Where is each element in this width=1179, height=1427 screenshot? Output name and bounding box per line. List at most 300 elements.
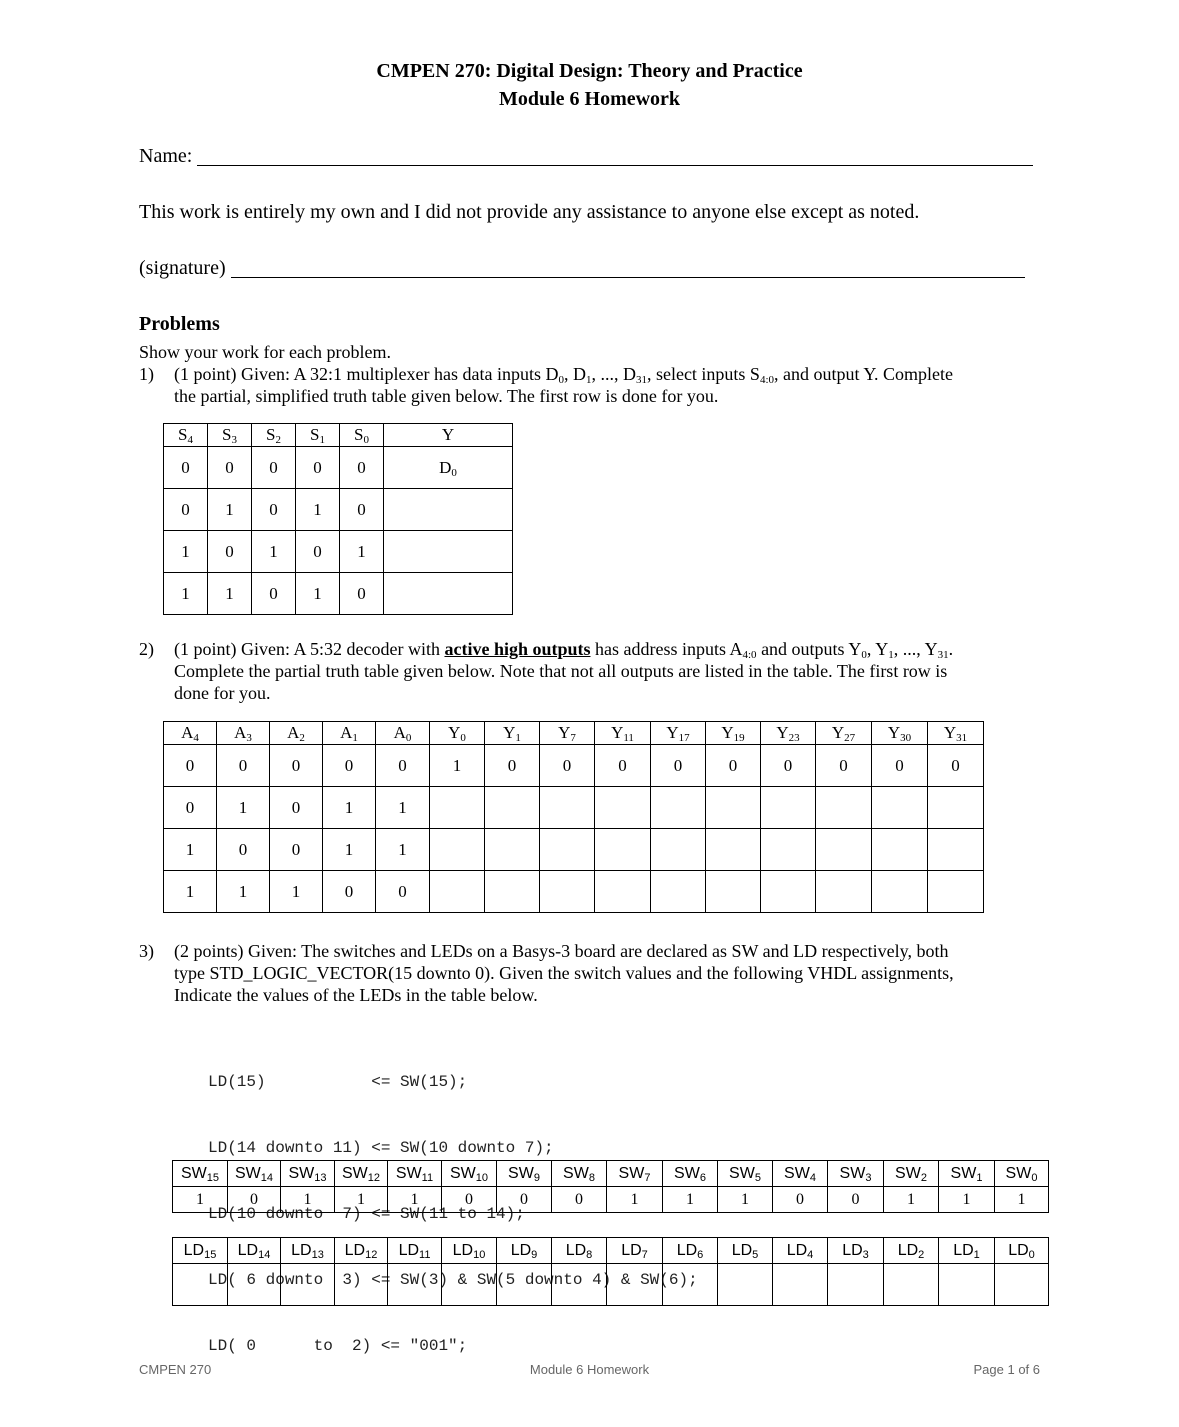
answer-cell[interactable] xyxy=(651,829,706,871)
header-label: SW xyxy=(234,1164,261,1182)
header-label: Y xyxy=(558,723,571,742)
table-row xyxy=(164,531,513,573)
switch-header xyxy=(718,1161,773,1187)
header-subscript: 7 xyxy=(570,732,576,744)
table-cell: 0 xyxy=(706,745,761,787)
table-cell: 0 xyxy=(595,745,651,787)
table-cell: 1 xyxy=(164,573,208,615)
table-cell: 0 xyxy=(270,829,323,871)
table-row xyxy=(164,447,513,489)
switch-header xyxy=(884,1161,939,1187)
header-label: LD xyxy=(731,1241,753,1259)
answer-cell[interactable] xyxy=(384,489,513,531)
header-subscript: 13 xyxy=(314,1171,327,1184)
answer-cell[interactable] xyxy=(388,1264,442,1306)
answer-cell[interactable] xyxy=(442,1264,497,1306)
switch-value: 0 xyxy=(228,1187,281,1213)
led-table xyxy=(172,1237,1049,1306)
header-label: Y xyxy=(448,723,461,742)
header-subscript: 0 xyxy=(405,732,412,744)
table-cell: 0 xyxy=(340,447,384,489)
column-header xyxy=(595,722,651,745)
answer-cell[interactable] xyxy=(595,871,651,913)
column-header xyxy=(164,424,208,447)
header-label: LD xyxy=(237,1241,259,1259)
table-cell: 1 xyxy=(208,573,252,615)
signature-label: (signature) xyxy=(139,257,226,279)
header-label: SW xyxy=(449,1164,476,1182)
led-header xyxy=(281,1238,335,1264)
answer-cell[interactable] xyxy=(607,1264,663,1306)
answer-cell[interactable] xyxy=(651,871,706,913)
header-subscript: 0 xyxy=(1028,1248,1035,1261)
column-header xyxy=(208,424,252,447)
switch-table xyxy=(172,1160,1049,1213)
header-label: S xyxy=(266,425,276,444)
switch-header xyxy=(388,1161,442,1187)
table-cell: 0 xyxy=(208,531,252,573)
header-subscript: 4 xyxy=(809,1171,816,1184)
header-label: S xyxy=(178,425,188,444)
answer-cell[interactable] xyxy=(995,1264,1049,1306)
problem-2-number: 2) xyxy=(139,639,154,659)
answer-cell[interactable] xyxy=(928,871,984,913)
header-subscript: 8 xyxy=(588,1171,595,1184)
problem-3-line-3: Indicate the values of the LEDs in the table below. xyxy=(174,985,538,1005)
answer-cell[interactable] xyxy=(651,787,706,829)
code-line: LD( 6 downto 3) <= SW(3) & SW(5 downto 4) & SW(6); xyxy=(208,1271,698,1289)
problem-2-line-1: (1 point) Given: A 5:32 decoder with active high outputs has address inputs $A_{4:0}$ and outputs $Y_0$, $Y_1$, ..., $Y_{31}$. xyxy=(174,639,954,661)
footer-course: CMPEN 270 xyxy=(139,1362,212,1377)
answer-cell[interactable] xyxy=(430,871,485,913)
table-cell: 1 xyxy=(252,531,296,573)
column-header xyxy=(296,424,340,447)
mux-truth-table xyxy=(163,423,513,615)
problem-3-text xyxy=(139,940,1099,1006)
problem-3-line-2: type STD_LOGIC_VECTOR(15 downto 0). Given the switch values and the following VHDL assignments, xyxy=(174,963,954,983)
column-header xyxy=(270,722,323,745)
answer-cell[interactable] xyxy=(773,1264,828,1306)
header-label: SW xyxy=(341,1164,368,1182)
column-header xyxy=(164,722,217,745)
table-cell: 0 xyxy=(761,745,816,787)
answer-cell[interactable] xyxy=(485,871,540,913)
header-label: LD xyxy=(953,1241,974,1259)
table-header-row xyxy=(173,1238,1049,1264)
document-title: CMPEN 270: Digital Design: Theory and Practice xyxy=(376,60,803,82)
problem-2-line-3: done for you. xyxy=(174,683,271,703)
table-cell: 0 xyxy=(252,489,296,531)
problem-2-text xyxy=(139,638,1099,704)
header-subscript: 3 xyxy=(231,434,237,446)
column-header xyxy=(252,424,296,447)
table-cell: 1 xyxy=(296,573,340,615)
column-header xyxy=(816,722,872,745)
switch-header xyxy=(335,1161,388,1187)
header-subscript: 10 xyxy=(473,1248,486,1261)
table-cell: 0 xyxy=(816,745,872,787)
header-subscript: 6 xyxy=(697,1248,704,1261)
table-cell: 0 xyxy=(485,745,540,787)
header-label: Y xyxy=(503,723,516,742)
led-header xyxy=(663,1238,718,1264)
header-subscript: 12 xyxy=(367,1171,381,1184)
switch-value: 1 xyxy=(335,1187,388,1213)
header-label: Y xyxy=(666,723,679,742)
header-label: SW xyxy=(729,1164,755,1182)
header-subscript: 15 xyxy=(206,1171,220,1184)
led-header xyxy=(173,1238,228,1264)
header-label: SW xyxy=(618,1164,645,1182)
table-cell: 0 xyxy=(376,871,430,913)
answer-cell[interactable] xyxy=(595,787,651,829)
switch-value: 1 xyxy=(884,1187,939,1213)
name-line xyxy=(139,145,1033,168)
header-label: Y xyxy=(611,723,624,742)
led-header xyxy=(607,1238,663,1264)
table-cell: 0 xyxy=(164,745,217,787)
header-subscript: 17 xyxy=(678,732,690,744)
answer-cell[interactable] xyxy=(540,871,595,913)
document-subtitle: Module 6 Homework xyxy=(498,88,681,110)
header-subscript: 31 xyxy=(956,732,968,744)
answer-cell[interactable] xyxy=(430,787,485,829)
answer-cell[interactable] xyxy=(384,573,513,615)
table-row xyxy=(164,489,513,531)
column-header xyxy=(485,722,540,745)
header-label: SW xyxy=(895,1164,921,1182)
answer-cell[interactable] xyxy=(485,829,540,871)
answer-cell[interactable] xyxy=(540,787,595,829)
table-cell: 0 xyxy=(217,829,270,871)
column-header xyxy=(217,722,270,745)
column-header xyxy=(384,424,513,447)
header-label: LD xyxy=(510,1241,532,1259)
answer-cell[interactable] xyxy=(173,1264,228,1306)
header-subscript: 15 xyxy=(204,1248,217,1261)
switch-values-row xyxy=(173,1187,1049,1213)
decoder-truth-table xyxy=(163,721,984,913)
switch-value: 1 xyxy=(281,1187,335,1213)
answer-cell[interactable] xyxy=(706,829,761,871)
column-header xyxy=(761,722,816,745)
answer-cell[interactable] xyxy=(485,787,540,829)
switch-value: 1 xyxy=(995,1187,1049,1213)
answer-cell[interactable] xyxy=(706,787,761,829)
header-subscript: 13 xyxy=(311,1248,324,1261)
header-label: LD xyxy=(897,1241,919,1259)
code-line: LD(14 downto 11) <= SW(10 downto 7); xyxy=(208,1139,554,1157)
led-header xyxy=(552,1238,607,1264)
code-line: LD(10 downto 7) <= SW(11 to 14); xyxy=(208,1205,525,1223)
answer-cell[interactable] xyxy=(928,787,984,829)
answer-cell[interactable] xyxy=(595,829,651,871)
switch-header xyxy=(939,1161,995,1187)
problems-heading: Problems xyxy=(139,313,220,335)
switch-header xyxy=(828,1161,884,1187)
answer-cell[interactable] xyxy=(884,1264,939,1306)
header-label: LD xyxy=(842,1241,863,1259)
header-subscript: 10 xyxy=(475,1171,489,1184)
answer-cell[interactable] xyxy=(761,829,816,871)
answer-cell[interactable] xyxy=(430,829,485,871)
header-subscript: 0 xyxy=(460,732,466,744)
answer-cell[interactable] xyxy=(552,1264,607,1306)
answer-cell[interactable] xyxy=(872,829,928,871)
header-subscript: 0 xyxy=(363,434,369,446)
table-cell: 1 xyxy=(217,787,270,829)
header-label: LD xyxy=(344,1241,366,1259)
table-cell: 1 xyxy=(164,531,208,573)
header-subscript: 1 xyxy=(515,732,521,744)
table-cell: 1 xyxy=(376,829,430,871)
answer-cell[interactable] xyxy=(761,871,816,913)
table-cell: 0 xyxy=(270,787,323,829)
answer-cell[interactable] xyxy=(706,871,761,913)
footer-page-number: Page 1 of 6 xyxy=(973,1362,1040,1377)
column-header xyxy=(872,722,928,745)
header-subscript: 27 xyxy=(844,732,856,744)
switch-value: 0 xyxy=(773,1187,828,1213)
table-cell: 0 xyxy=(208,447,252,489)
table-cell: 0 xyxy=(296,447,340,489)
led-answer-row xyxy=(173,1264,1049,1306)
table-cell: 0 xyxy=(164,447,208,489)
column-header xyxy=(430,722,485,745)
header-label: SW xyxy=(563,1164,589,1182)
column-header xyxy=(928,722,984,745)
switch-header xyxy=(663,1161,718,1187)
table-cell: 1 xyxy=(430,745,485,787)
header-subscript: 4 xyxy=(807,1248,814,1261)
header-label: A xyxy=(340,723,353,742)
table-cell: 1 xyxy=(376,787,430,829)
switch-header xyxy=(281,1161,335,1187)
answer-cell[interactable] xyxy=(718,1264,773,1306)
table-cell: 0 xyxy=(928,745,984,787)
table-header-row xyxy=(173,1161,1049,1187)
table-cell: 0 xyxy=(252,447,296,489)
answer-cell[interactable] xyxy=(540,829,595,871)
table-cell: 1 xyxy=(296,489,340,531)
answer-cell[interactable] xyxy=(939,1264,995,1306)
switch-value: 1 xyxy=(173,1187,228,1213)
header-subscript: 3 xyxy=(246,732,252,744)
header-label: SW xyxy=(1005,1164,1032,1182)
table-cell: 1 xyxy=(323,787,376,829)
answer-cell[interactable] xyxy=(335,1264,388,1306)
switch-value: 1 xyxy=(388,1187,442,1213)
instructions: Show your work for each problem. xyxy=(139,342,391,362)
header-subscript: 11 xyxy=(419,1248,431,1261)
header-label: A xyxy=(234,723,247,742)
problem-1-line-1: (1 point) Given: A 32:1 multiplexer has data inputs $D_0$, $D_1$, ..., $D_{31}$, select inputs $S_{4:0}$, and output Y. Complete xyxy=(174,364,954,386)
table-row xyxy=(164,787,984,829)
header-subscript: 1 xyxy=(973,1248,980,1261)
honor-statement: This work is entirely my own and I did not provide any assistance to anyone else except as noted. xyxy=(139,201,920,223)
problem-2-line-2: Complete the partial truth table given below. Note that not all outputs are listed in the table. The first row is xyxy=(174,661,948,681)
column-header xyxy=(376,722,430,745)
header-subscript: 11 xyxy=(623,732,634,744)
header-label: SW xyxy=(784,1164,810,1182)
answer-cell[interactable] xyxy=(816,787,872,829)
header-subscript: 14 xyxy=(260,1171,274,1184)
led-header xyxy=(335,1238,388,1264)
led-header xyxy=(939,1238,995,1264)
header-subscript: 7 xyxy=(644,1171,651,1184)
header-label: S xyxy=(354,425,364,444)
header-label: SW xyxy=(674,1164,700,1182)
header-subscript: 7 xyxy=(641,1248,648,1261)
table-row xyxy=(164,573,513,615)
header-label: SW xyxy=(180,1164,207,1182)
header-subscript: 1 xyxy=(976,1171,983,1184)
table-cell: 1 xyxy=(164,829,217,871)
switch-header xyxy=(552,1161,607,1187)
table-header-row xyxy=(164,722,984,745)
column-header xyxy=(340,424,384,447)
table-cell: 1 xyxy=(208,489,252,531)
led-header xyxy=(995,1238,1049,1264)
problem-1-number: 1) xyxy=(139,364,154,384)
led-header xyxy=(442,1238,497,1264)
header-label: A xyxy=(181,723,194,742)
header-subscript: 5 xyxy=(752,1248,759,1261)
switch-value: 0 xyxy=(828,1187,884,1213)
switch-header xyxy=(173,1161,228,1187)
name-label: Name: xyxy=(139,145,193,167)
table-cell: 0 xyxy=(164,787,217,829)
header-label: Y xyxy=(721,723,734,742)
table-cell: 0 xyxy=(252,573,296,615)
name-field[interactable] xyxy=(197,145,1033,166)
switch-value: 1 xyxy=(607,1187,663,1213)
switch-value: 1 xyxy=(663,1187,718,1213)
header-subscript: 23 xyxy=(788,732,800,744)
header-label: LD xyxy=(786,1241,808,1259)
column-header xyxy=(540,722,595,745)
led-header xyxy=(773,1238,828,1264)
table-cell: 0 xyxy=(376,745,430,787)
table-cell: 0 xyxy=(270,745,323,787)
table-cell: 0 xyxy=(651,745,706,787)
header-label: Y xyxy=(943,723,957,742)
answer-cell[interactable] xyxy=(816,871,872,913)
header-subscript: 14 xyxy=(258,1248,271,1261)
led-header xyxy=(828,1238,884,1264)
header-subscript: 11 xyxy=(421,1171,434,1184)
table-cell: 1 xyxy=(217,871,270,913)
header-subscript: 2 xyxy=(299,732,305,744)
answer-cell[interactable] xyxy=(228,1264,281,1306)
header-subscript: 2 xyxy=(918,1248,925,1261)
switch-value: 0 xyxy=(552,1187,607,1213)
table-cell: 1 xyxy=(323,829,376,871)
problem-3-line-1: (2 points) Given: The switches and LEDs on a Basys-3 board are declared as SW and LD respectively, both xyxy=(174,941,949,961)
header-subscript: 30 xyxy=(900,732,912,744)
answer-cell[interactable] xyxy=(497,1264,552,1306)
header-subscript: 0 xyxy=(1031,1171,1038,1184)
table-cell: 0 xyxy=(323,745,376,787)
table-header-row xyxy=(164,424,513,447)
header-subscript: 5 xyxy=(754,1171,761,1184)
header-label: A xyxy=(393,723,406,742)
header-subscript: 1 xyxy=(352,732,358,744)
active-high-emphasis: active high outputs xyxy=(444,639,591,659)
answer-cell[interactable] xyxy=(828,1264,884,1306)
switch-header xyxy=(497,1161,552,1187)
header-label: LD xyxy=(183,1241,205,1259)
output-cell: $D_0$ xyxy=(384,447,513,489)
switch-header xyxy=(607,1161,663,1187)
table-cell: 0 xyxy=(323,871,376,913)
header-label: SW xyxy=(395,1164,422,1182)
signature-line xyxy=(139,257,1025,280)
header-label: LD xyxy=(291,1241,312,1259)
header-subscript: 2 xyxy=(275,434,281,446)
switch-value: 1 xyxy=(718,1187,773,1213)
header-label: Y xyxy=(831,723,845,742)
table-cell: 0 xyxy=(340,489,384,531)
switch-value: 0 xyxy=(497,1187,552,1213)
header-label: Y xyxy=(776,723,789,742)
header-label: S xyxy=(310,425,320,444)
switch-value: 1 xyxy=(939,1187,995,1213)
problem-3-number: 3) xyxy=(139,941,154,961)
header-label: LD xyxy=(676,1241,698,1259)
signature-field[interactable] xyxy=(231,257,1025,278)
column-header xyxy=(706,722,761,745)
header-label: SW xyxy=(288,1164,315,1182)
led-header xyxy=(228,1238,281,1264)
problem-1-line-2: the partial, simplified truth table given below. The first row is done for you. xyxy=(174,386,719,406)
answer-cell[interactable] xyxy=(761,787,816,829)
answer-cell[interactable] xyxy=(872,871,928,913)
header-subscript: 4 xyxy=(193,732,199,744)
header-subscript: 4 xyxy=(187,434,193,446)
header-label: A xyxy=(287,723,300,742)
header-label: Y xyxy=(441,425,455,444)
header-label: SW xyxy=(839,1164,866,1182)
answer-cell[interactable] xyxy=(816,829,872,871)
header-subscript: 19 xyxy=(733,732,745,744)
table-cell: 1 xyxy=(164,871,217,913)
header-subscript: 9 xyxy=(531,1248,538,1261)
table-row xyxy=(164,871,984,913)
answer-cell[interactable] xyxy=(663,1264,718,1306)
table-cell: 0 xyxy=(872,745,928,787)
answer-cell[interactable] xyxy=(872,787,928,829)
switch-header xyxy=(995,1161,1049,1187)
answer-cell[interactable] xyxy=(281,1264,335,1306)
header-label: LD xyxy=(565,1241,587,1259)
code-line: LD(15) <= SW(15); xyxy=(208,1073,468,1091)
code-line: LD( 0 to 2) <= "001"; xyxy=(208,1337,468,1355)
table-cell: 1 xyxy=(270,871,323,913)
led-header xyxy=(388,1238,442,1264)
header-label: LD xyxy=(398,1241,420,1259)
table-cell: 0 xyxy=(217,745,270,787)
table-cell: 0 xyxy=(164,489,208,531)
table-cell: 1 xyxy=(340,531,384,573)
answer-cell[interactable] xyxy=(928,829,984,871)
header-subscript: 6 xyxy=(699,1171,706,1184)
header-subscript: 8 xyxy=(586,1248,593,1261)
header-subscript: 12 xyxy=(365,1248,378,1261)
answer-cell[interactable] xyxy=(384,531,513,573)
switch-header xyxy=(773,1161,828,1187)
header-label: LD xyxy=(452,1241,474,1259)
